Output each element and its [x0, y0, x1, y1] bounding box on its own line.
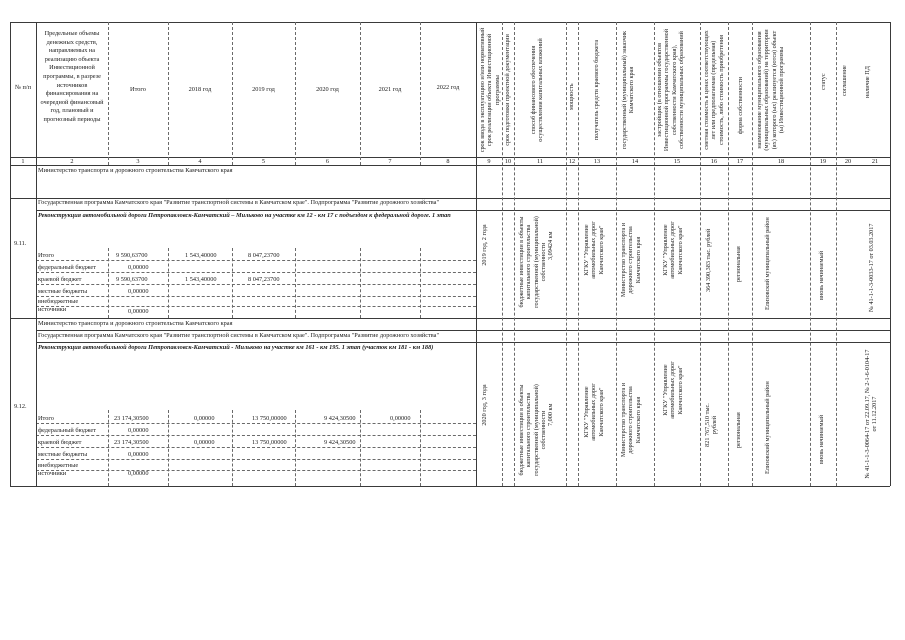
- col-num: 18: [777, 158, 785, 165]
- rule: [36, 435, 476, 436]
- rule: [36, 459, 476, 460]
- col-num: 20: [844, 158, 852, 165]
- c11-value: бюджетные инвестиции в объекты капитального строительства государственной (муниципальной) собственности: [518, 384, 548, 476]
- rule: [836, 22, 837, 486]
- rule: [36, 210, 890, 211]
- header-col-1: № п/п: [14, 84, 32, 91]
- header-col-3: Итого: [130, 86, 146, 93]
- rule: [36, 342, 890, 343]
- fin-label: внебюджетные источники: [38, 462, 79, 478]
- fin-total: 0,00000: [128, 470, 149, 477]
- rule: [232, 410, 233, 486]
- rule: [36, 272, 476, 273]
- fin-total: 9 590,63700: [116, 252, 148, 259]
- col-num: 4: [198, 158, 202, 165]
- ministry-title: Министерство транспорта и дорожного строительства Камчатского края: [38, 167, 233, 174]
- rule: [36, 330, 890, 331]
- rule: [360, 410, 361, 486]
- c15-value: КГКУ "Управление автомобильных дорог Камчатского края": [662, 361, 684, 419]
- rule: [36, 284, 476, 285]
- fin-2018: 0,00000: [194, 415, 215, 422]
- rule: [10, 486, 890, 487]
- header-col-13: получатель средств краевого бюджета: [593, 39, 600, 141]
- fin-2018: 1 543,40000: [185, 252, 217, 259]
- rule: [566, 22, 567, 486]
- rule: [168, 410, 169, 486]
- c15-value: КГКУ "Управление автомобильных дорог Камчатского края": [662, 221, 684, 279]
- col-num: 14: [631, 158, 639, 165]
- col-num: 21: [871, 158, 879, 165]
- header-col-14: государственный (муниципальный) заказчик Камчатского края: [621, 30, 636, 150]
- header-col-16: сметная стоимость в ценах соответствующих лет или предполагаемая (предельная) стоимость, либо стоимость приобретения: [703, 30, 725, 150]
- c17-value: региональная: [735, 246, 742, 282]
- fin-label: краевой бюджет: [38, 276, 82, 283]
- rule: [108, 248, 109, 318]
- object-title: Реконструкция автомобильной дороги Петропавловск-Камчатский - Мильково на участке км 161 - км 195. 1 этап (участок км 181 - км 188): [38, 344, 434, 351]
- ministry-title: Министерство транспорта и дорожного строительства Камчатского края: [38, 320, 233, 327]
- header-col-18: наименование муниципального образования (муниципальных образований) на территории (ях) которого (ых) реализуется (ются) объект (ы) Инвестиционной программы: [756, 29, 786, 151]
- rule: [36, 260, 476, 261]
- fin-total: 0,00000: [128, 427, 149, 434]
- c21-value: № 41-1-1-3-0033-17 от 03.03.2017: [868, 223, 875, 312]
- c12-value: 7,000 км: [547, 403, 554, 426]
- c9-value: 2019 год, 2 года: [481, 224, 488, 266]
- col-num: 12: [568, 158, 576, 165]
- fin-2018: 0,00000: [194, 439, 215, 446]
- rule: [890, 22, 891, 486]
- rule: [295, 248, 296, 318]
- fin-total: 0,00000: [128, 288, 149, 295]
- fin-total: 23 174,30500: [114, 415, 149, 422]
- col-num: 10: [504, 158, 512, 165]
- c12-value: 3,09424 км: [547, 231, 554, 260]
- row-number: 9.11.: [14, 240, 27, 247]
- fin-total: 0,00000: [128, 308, 149, 315]
- rule: [108, 410, 109, 486]
- fin-total: 0,00000: [128, 451, 149, 458]
- c18-value: Елизовский муниципальный район: [764, 217, 771, 310]
- fin-2020: 9 424,30500: [324, 439, 356, 446]
- header-col-10: срок подготовки проектной документации: [504, 34, 511, 146]
- rule: [578, 22, 579, 486]
- fin-2019: 13 750,00000: [252, 415, 287, 422]
- header-col-15: застройщик (в отношении объектов Инвестиционной программы государственной собственности Камчатского края), собственности муниципальных образований: [656, 28, 686, 152]
- row-number: 9.12.: [14, 403, 27, 410]
- col-num: 5: [261, 158, 266, 165]
- c19-value: вновь начинаемый: [818, 414, 825, 464]
- c14-value: Министерство транспорта и дорожного строительства Камчатского края: [620, 222, 642, 298]
- rule: [654, 22, 655, 486]
- header-col-4: 2018 год: [188, 86, 212, 93]
- rule: [360, 248, 361, 318]
- header-col-7: 2021 год: [378, 86, 402, 93]
- col-num: 15: [673, 158, 681, 165]
- header-col-11: способ финансового обеспечения осуществления капитальных вложений: [530, 38, 545, 142]
- c14-value: Министерство транспорта и дорожного строительства Камчатского края: [620, 382, 642, 458]
- header-col-17: форма собственности: [737, 77, 744, 134]
- c13-value: КГКУ "Управление автомобильных дорог Камчатского края": [583, 221, 605, 279]
- rule: [616, 22, 617, 486]
- fin-2020: 9 424,30500: [324, 415, 356, 422]
- rule: [36, 470, 476, 471]
- rule: [810, 22, 811, 486]
- fin-label: местные бюджеты: [38, 451, 88, 458]
- fin-label: федеральный бюджет: [38, 264, 96, 271]
- col-num: 19: [819, 158, 827, 165]
- fin-total: 23 174,30500: [114, 439, 149, 446]
- col-num: 2: [70, 158, 74, 165]
- rule: [514, 22, 515, 486]
- header-col-19: статус: [820, 73, 827, 90]
- fin-2019: 8 047,23700: [248, 252, 280, 259]
- c16-value: 821 767,510 тыс. рублей: [704, 403, 719, 447]
- rule: [420, 22, 421, 165]
- col-num: 17: [736, 158, 744, 165]
- fin-2021: 0,00000: [390, 415, 411, 422]
- rule: [36, 447, 476, 448]
- fin-label: внебюджетные источники: [38, 298, 79, 314]
- fin-label: федеральный бюджет: [38, 427, 96, 434]
- header-col-21: наличие ПД: [864, 66, 871, 98]
- rule: [168, 248, 169, 318]
- fin-label: Итого: [38, 415, 54, 422]
- header-col-5: 2019 год: [252, 86, 275, 93]
- col-num: 7: [388, 158, 392, 165]
- rule: [36, 22, 37, 486]
- header-col-12: мощность: [568, 83, 575, 110]
- rule: [700, 22, 701, 486]
- col-num: 13: [593, 158, 601, 165]
- col-num: 3: [136, 158, 140, 165]
- object-title: Реконструкция автомобильной дороги Петропавловск-Камчатский – Мильково на участке км 12 - км 17 с подъездом к федеральной дороге. 1 этап: [38, 212, 451, 219]
- col-num: 6: [325, 158, 330, 165]
- rule: [420, 410, 421, 486]
- header-col-2: Предельные объемы денежных средств, направляемых на реализацию объекта Инвестиционной программы, в разрезе источников финансирования на очередной финансовый год, плановый и прогнозный периоды: [40, 30, 104, 123]
- c21-value: № 41-1-1-3-0064-17 от 22.09.17, № 2-1-6-0104-17 от 11.12.2017: [864, 349, 879, 479]
- fin-2018: 1 543,40000: [185, 276, 217, 283]
- fin-total: 9 590,63700: [116, 276, 148, 283]
- col-num: 9: [487, 158, 491, 165]
- rule: [36, 306, 476, 307]
- fin-label: местные бюджеты: [38, 288, 88, 295]
- col-num: 8: [446, 158, 450, 165]
- c9-value: 2020 год, 3 года: [481, 384, 488, 426]
- rule: [10, 318, 890, 319]
- rule: [502, 22, 503, 486]
- col-num: 11: [536, 158, 544, 165]
- rule: [10, 22, 890, 23]
- fin-label: краевой бюджет: [38, 439, 82, 446]
- fin-total: 0,00000: [128, 264, 149, 271]
- header-col-6: 2020 год: [316, 86, 339, 93]
- rule: [728, 22, 729, 486]
- rule: [752, 22, 753, 486]
- c16-value: 364 390,383 тыс. рублей: [705, 228, 712, 292]
- col-num: 1: [21, 158, 25, 165]
- c11-value: бюджетные инвестиции в объекты капитального строительства государственной (муниципальной) собственности: [518, 216, 548, 308]
- header-col-9: срок ввода в эксплуатацию и/или нормативный срок реализации объекта Инвестиционной программы: [479, 27, 501, 153]
- rule: [476, 22, 477, 486]
- program-title: Государственная программа Камчатского края "Развитие транспортной системы в Камчатском крае". Подпрограмма "Развитие дорожного хозяйства": [38, 199, 440, 206]
- col-num: 16: [710, 158, 718, 165]
- c19-value: вновь начинаемый: [818, 250, 825, 300]
- c18-value: Елизовский муниципальный район: [764, 381, 771, 474]
- fin-2019: 8 047,23700: [248, 276, 280, 283]
- rule: [36, 296, 476, 297]
- c17-value: региональная: [735, 412, 742, 448]
- rule: [420, 248, 421, 318]
- rule: [295, 410, 296, 486]
- header-col-20: соглашение: [841, 65, 848, 96]
- rule: [232, 248, 233, 318]
- fin-label: Итого: [38, 252, 54, 259]
- c13-value: КГКУ "Управление автомобильных дорог Камчатского края": [583, 383, 605, 441]
- rule: [36, 423, 476, 424]
- header-col-8: 2022 год: [436, 84, 460, 91]
- fin-2019: 13 750,00000: [252, 439, 287, 446]
- program-title: Государственная программа Камчатского края "Развитие транспортной системы в Камчатском крае". Подпрограмма "Развитие дорожного хозяйства": [38, 332, 440, 339]
